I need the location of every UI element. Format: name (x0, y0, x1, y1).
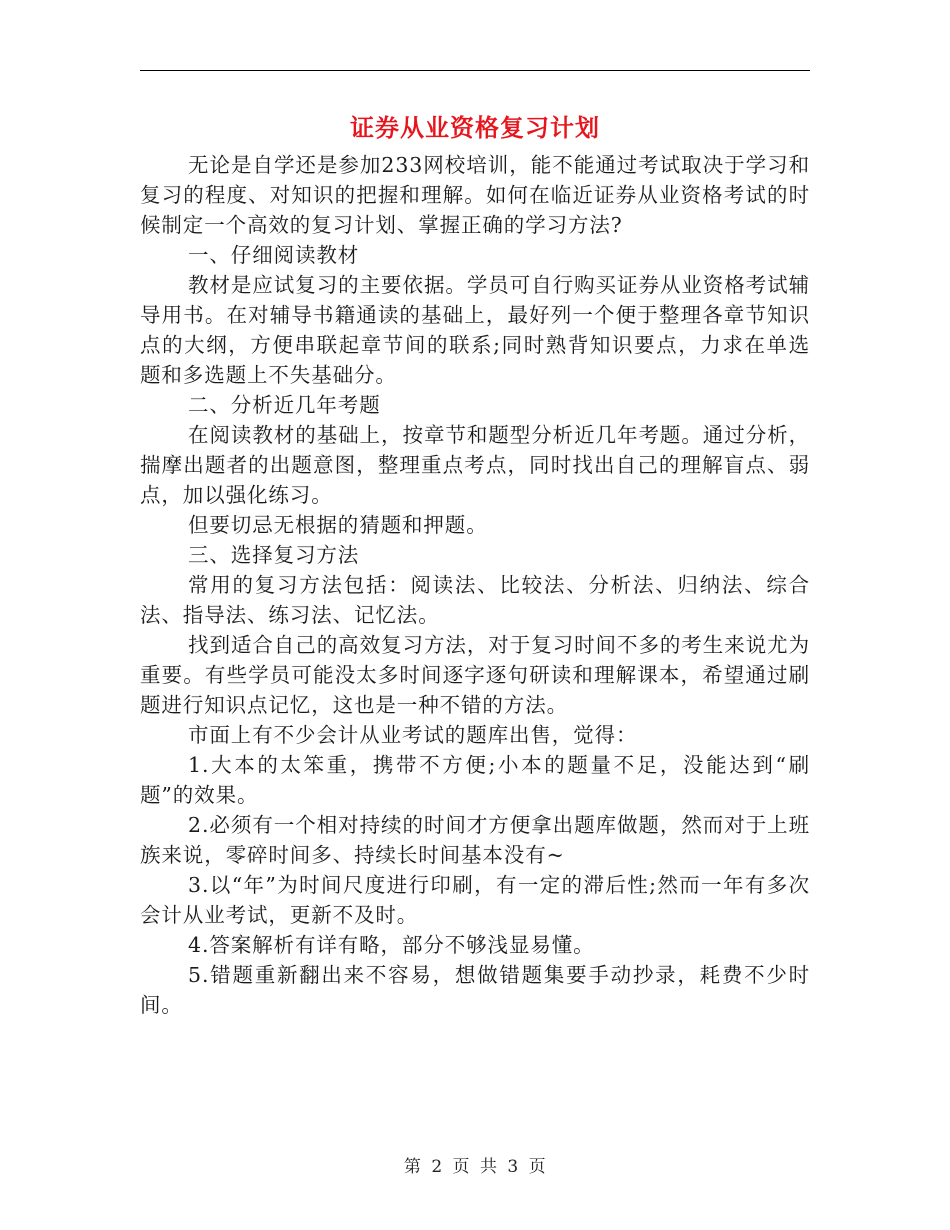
list-item-3: 3.以“年”为时间尺度进行印刷，有一定的滞后性;然而一年有多次会计从业考试，更新不及时。 (140, 873, 810, 927)
footer-suffix: 页 (528, 1157, 547, 1177)
section-heading-2: 二、分析近几年考题 (188, 393, 381, 417)
section-heading-3: 三、选择复习方法 (188, 543, 360, 567)
paragraph-question-bank: 市面上有不少会计从业考试的题库出售，觉得： (188, 723, 638, 747)
footer-prefix: 第 (403, 1157, 422, 1177)
paragraph-methods: 常用的复习方法包括：阅读法、比较法、分析法、归纳法、综合法、指导法、练习法、记忆法。 (140, 573, 810, 627)
paragraph-textbook: 教材是应试复习的主要依据。学员可自行购买证券从业资格考试辅导用书。在对辅导书籍通读的基础上，最好列一个便于整理各章节知识点的大纲，方便串联起章节间的联系;同时熟背知识要点，力求在单选题和多选题上不失基础分。 (140, 273, 810, 387)
paragraph-intro: 无论是自学还是参加233网校培训，能不能通过考试取决于学习和复习的程度、对知识的把握和理解。如何在临近证券从业资格考试的时候制定一个高效的复习计划、掌握正确的学习方法? (140, 153, 810, 237)
list-item-4: 4.答案解析有详有略，部分不够浅显易懂。 (188, 933, 595, 957)
document-body (140, 150, 810, 1020)
paragraph-exam-analysis: 在阅读教材的基础上，按章节和题型分析近几年考题。通过分析，揣摩出题者的出题意图，整理重点考点，同时找出自己的理解盲点、弱点，加以强化练习。 (140, 423, 810, 507)
footer-current-page: 2 (431, 1157, 443, 1177)
footer-total-word: 共 (479, 1157, 498, 1177)
list-item-5: 5.错题重新翻出来不容易，想做错题集要手动抄录，耗费不少时间。 (140, 963, 810, 1017)
section-heading-1: 一、仔细阅读教材 (188, 243, 360, 267)
footer-total-pages: 3 (507, 1157, 519, 1177)
paragraph-caution: 但要切忌无根据的猜题和押题。 (188, 513, 488, 537)
list-item-1: 1.大本的太笨重，携带不方便;小本的题量不足，没能达到“刷题”的效果。 (140, 753, 810, 807)
paragraph-efficient-method: 找到适合自己的高效复习方法，对于复习时间不多的考生来说尤为重要。有些学员可能没太多时间逐字逐句研读和理解课本，希望通过刷题进行知识点记忆，这也是一种不错的方法。 (140, 633, 810, 717)
list-item-2: 2.必须有一个相对持续的时间才方便拿出题库做题，然而对于上班族来说，零碎时间多、持续长时间基本没有~ (140, 813, 810, 867)
page-footer (0, 1152, 950, 1177)
document-title: 证券从业资格复习计划 (350, 113, 600, 142)
header-rule (140, 70, 810, 71)
footer-page-word: 页 (452, 1157, 471, 1177)
